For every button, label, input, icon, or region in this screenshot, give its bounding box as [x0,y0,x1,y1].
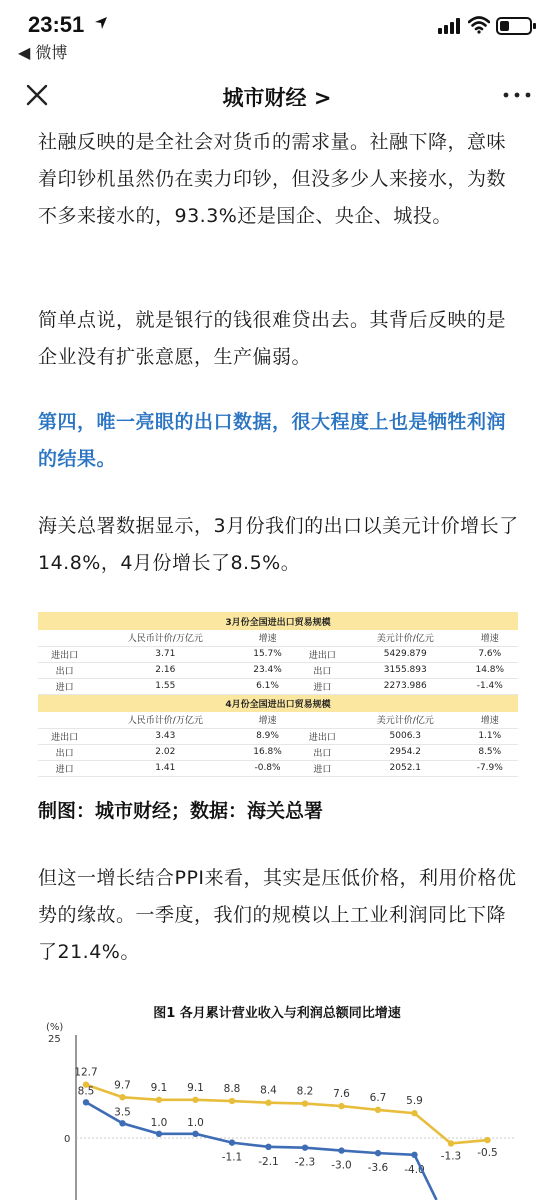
clock: 23:51 [28,12,85,37]
paragraph-customs-data: 海关总署数据显示，3月份我们的出口以美元计价增长了14.8%，4月份增长了8.5%。 [38,515,519,574]
data-label: 8.5 [77,1085,95,1098]
data-point [411,1110,417,1116]
table-row: 出口 2.02 16.8% 出口 2954.2 8.5% [38,744,518,760]
table-row: 出口 2.16 23.4% 出口 3155.893 14.8% [38,662,518,678]
data-label: -2.1 [258,1155,279,1168]
data-label: 7.6 [333,1088,350,1101]
back-to-weibo-link[interactable]: ◀ 微博 [18,43,68,62]
table-title-march: 3月份全国进出口贸易规模 [38,612,518,630]
data-label: -3.6 [367,1162,389,1175]
data-label: 6.7 [369,1091,387,1104]
chart-plot [38,990,516,1200]
table-row: 进口 1.41 -0.8% 进口 2052.1 -7.9% [38,760,518,776]
battery-icon [496,17,532,35]
data-point [375,1107,381,1113]
profit-growth-chart [38,990,516,1200]
trade-table [38,612,518,777]
series-line-continuation [415,1155,437,1200]
data-label: -0.5 [477,1147,498,1160]
data-label: -3.0 [331,1159,352,1172]
cellular-signal-icon [438,18,462,34]
data-label: -1.1 [221,1151,243,1164]
data-label: 8.4 [260,1084,277,1097]
data-point [302,1100,308,1106]
data-label: 12.7 [74,1066,98,1079]
more-icon[interactable] [502,88,532,102]
data-label: 3.5 [114,1106,131,1119]
data-point [265,1100,271,1106]
data-label: 8.2 [296,1085,314,1098]
section-heading-exports: 第四，唯一亮眼的出口数据，很大程度上也是牺牲利润的结果。 [38,411,507,470]
status-bar [0,0,554,66]
data-point [192,1131,198,1137]
data-label: -2.3 [294,1156,316,1169]
nav-title[interactable]: 城市财经 > [222,86,332,110]
data-label: -1.3 [440,1150,462,1163]
table-row: 进出口 3.71 15.7% 进出口 5429.879 7.6% [38,646,518,662]
paragraph-bank-loans: 简单点说，就是银行的钱很难贷出去。其背后反映的是企业没有扩张意愿，生产偏弱。 [38,309,507,368]
data-label: 9.1 [187,1081,204,1094]
table-row: 进出口 3.43 8.9% 进出口 5006.3 1.1% [38,728,518,744]
data-point [229,1139,235,1145]
table-title-april: 4月份全国进出口贸易规模 [38,694,518,712]
data-point [229,1098,235,1104]
paragraph-social-financing: 社融反映的是全社会对货币的需求量。社融下降，意味着印钞机虽然仍在卖力印钞，但没多少人来接水，为数不多来接水的，93.3%还是国企、央企、城投。 [38,131,507,227]
data-point [119,1094,125,1100]
data-point [375,1150,381,1156]
data-label: 8.8 [223,1083,241,1096]
data-point [192,1097,198,1103]
data-point [484,1137,490,1143]
data-point [119,1120,125,1126]
data-point [338,1147,344,1153]
data-label: -4.0 [404,1163,425,1176]
table-caption: 制图：城市财经；数据：海关总署 [38,800,324,822]
series-line [86,1085,488,1144]
nav-bar [0,66,554,124]
y-axis-label: (%) [46,1022,64,1033]
data-point [156,1097,162,1103]
table-header-row: 人民币计价/万亿元 增速 美元计价/亿元 增速 [38,712,518,728]
data-label: 5.9 [406,1095,423,1108]
series-line [86,1102,415,1155]
y-tick-label: 0 [64,1134,71,1145]
location-arrow-icon [94,16,108,30]
data-point [338,1103,344,1109]
table-header-row: 人民币计价/万亿元 增速 美元计价/亿元 增速 [38,630,518,646]
data-label: 1.0 [150,1116,168,1129]
data-point [265,1144,271,1150]
data-label: 9.7 [114,1079,131,1092]
table-row: 进口 1.55 6.1% 进口 2273.986 -1.4% [38,678,518,694]
data-label: 1.0 [187,1116,204,1129]
data-point [156,1131,162,1137]
data-point [83,1099,89,1105]
paragraph-ppi: 但这一增长结合PPI来看，其实是压低价格，利用价格优势的缘故。一季度，我们的规模以上工业利润同比下降了21.4%。 [38,867,517,963]
data-label: 9.1 [150,1081,168,1094]
wifi-icon [468,16,490,34]
data-point [448,1140,454,1146]
y-tick-label: 25 [48,1034,61,1045]
chart-title: 图1 各月累计营业收入与利润总额同比增速 [153,1006,401,1021]
data-point [302,1144,308,1150]
